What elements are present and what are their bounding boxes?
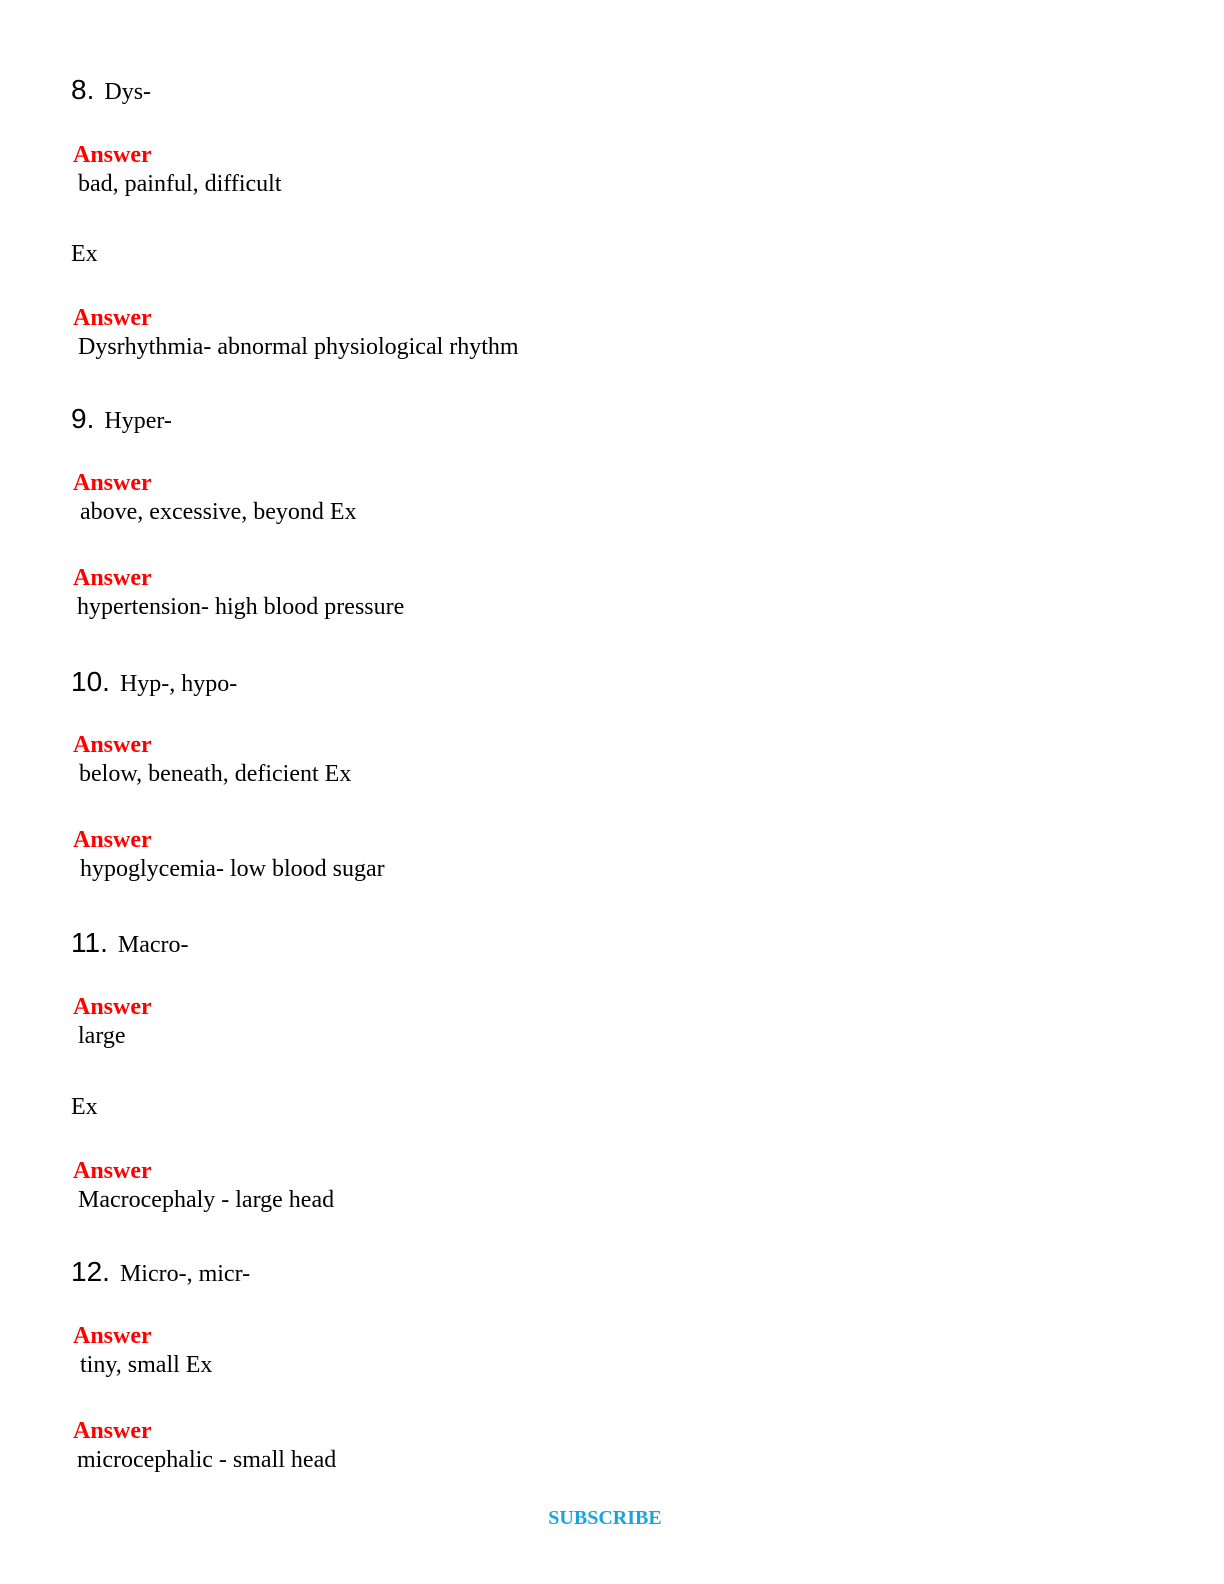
question-10: [71, 666, 237, 700]
question-term: Hyper-: [104, 408, 172, 434]
ex-label: Ex: [71, 241, 98, 267]
example-block: [71, 564, 404, 622]
answer-label: Answer: [73, 565, 152, 591]
answer-meaning: below, beneath, deficient Ex: [79, 761, 352, 787]
answer-block: [71, 731, 351, 789]
question-9: [71, 403, 172, 437]
question-term: Dys-: [104, 79, 152, 105]
answer-block: [71, 141, 282, 199]
question-11: [71, 927, 189, 961]
ex-label: Ex: [71, 1094, 98, 1120]
answer-label: Answer: [73, 470, 152, 496]
answer-meaning: tiny, small Ex: [80, 1352, 213, 1378]
answer-meaning: bad, painful, difficult: [78, 171, 282, 197]
answer-meaning: large: [78, 1023, 126, 1049]
question-number: 10.: [71, 666, 110, 697]
question-number: 12.: [71, 1256, 110, 1287]
question-number: 9.: [71, 403, 95, 434]
answer-example: microcephalic - small head: [77, 1447, 337, 1473]
question-term: Macro-: [117, 932, 189, 958]
answer-label: Answer: [73, 305, 152, 331]
question-number: 8.: [71, 74, 95, 105]
example-block: [71, 1417, 336, 1475]
subscribe-link[interactable]: SUBSCRIBE: [548, 1507, 662, 1529]
answer-example: Macrocephaly - large head: [78, 1187, 335, 1213]
answer-block: [71, 1322, 212, 1380]
question-number: 11.: [71, 927, 108, 958]
example-block: [71, 304, 519, 362]
answer-meaning: above, excessive, beyond Ex: [80, 499, 357, 525]
answer-example: Dysrhythmia- abnormal physiological rhythm: [78, 334, 519, 360]
answer-label: Answer: [73, 1323, 152, 1349]
example-block: [71, 1157, 334, 1215]
example-block: [71, 826, 385, 884]
question-term: Micro-, micr-: [119, 1261, 251, 1287]
question-8: [71, 74, 151, 108]
answer-label: Answer: [73, 1158, 152, 1184]
answer-block: [71, 993, 152, 1051]
question-12: [71, 1256, 250, 1290]
answer-block: [71, 469, 357, 527]
answer-label: Answer: [73, 1418, 152, 1444]
answer-example: hypoglycemia- low blood sugar: [80, 856, 385, 882]
answer-label: Answer: [73, 732, 152, 758]
answer-label: Answer: [73, 827, 152, 853]
answer-label: Answer: [73, 994, 152, 1020]
question-term: Hyp-, hypo-: [119, 671, 238, 697]
answer-label: Answer: [73, 142, 152, 168]
answer-example: hypertension- high blood pressure: [77, 594, 405, 620]
